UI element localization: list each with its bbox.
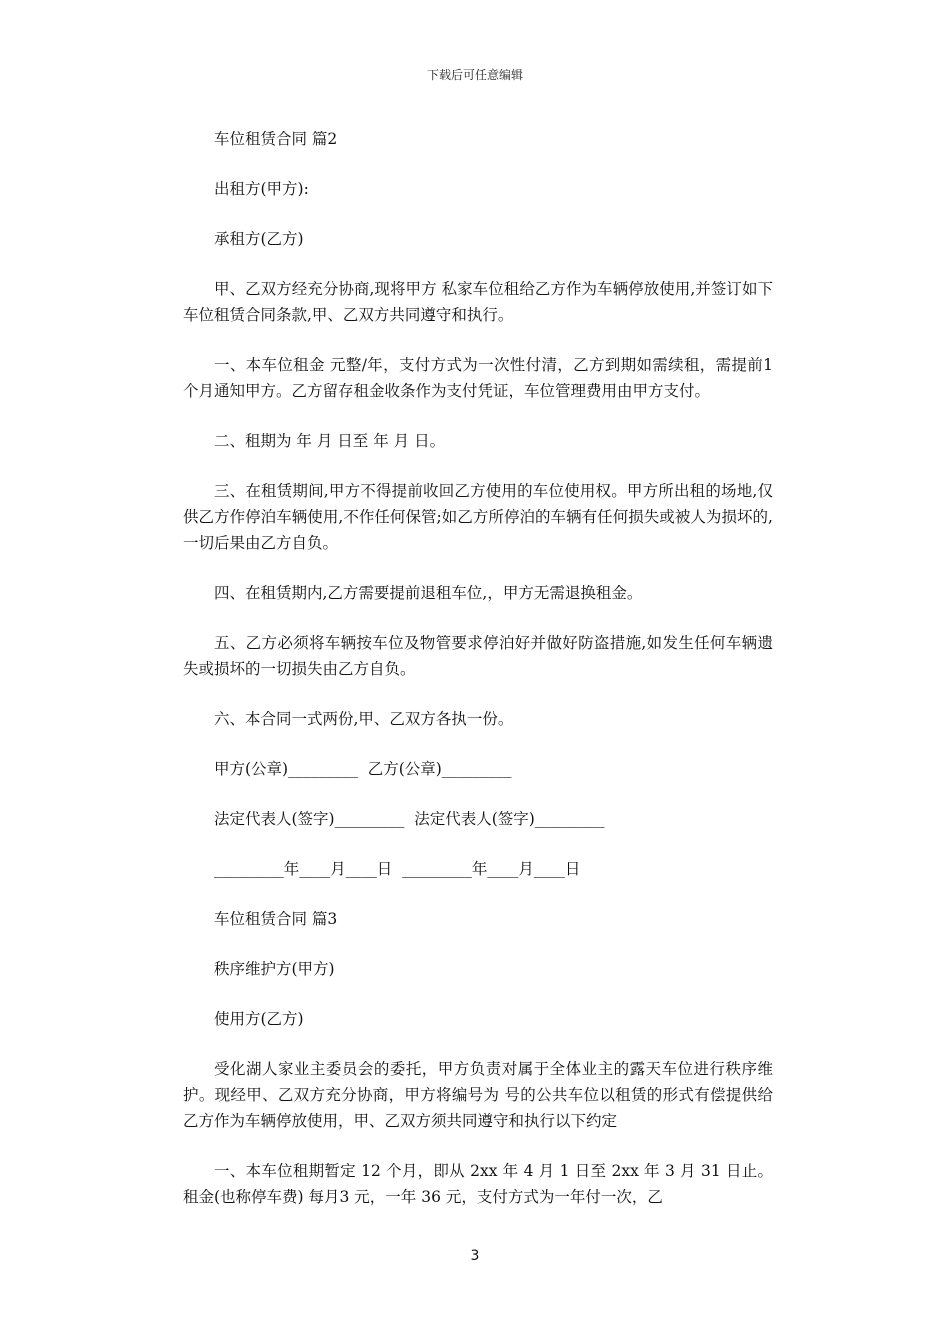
clause-2: 二、租期为 年 月 日至 年 月 日。 [214, 432, 446, 450]
intro-paragraph: 甲、乙双方经充分协商,现将甲方 私家车位租给乙方作为车辆停放使用,并签订如下车位租赁合同条款,甲、乙双方共同遵守和执行。 [183, 280, 773, 324]
section-title-3: 车位租赁合同 篇3 [214, 910, 338, 928]
clause-1: 一、本车位租金 元整/年，支付方式为一次性付清，乙方到期如需续租，需提前1个月通知甲方。乙方留存租金收条作为支付凭证，车位管理费用由甲方支付。 [183, 356, 773, 400]
lessee-line: 承租方(乙方) [214, 230, 304, 248]
user-line: 使用方(乙方) [214, 1010, 304, 1028]
page-header-note: 下载后可任意编辑 [426, 68, 523, 82]
date-line: _________年____月____日 _________年____月____日 [214, 860, 581, 878]
clause-6: 六、本合同一式两份,甲、乙双方各执一份。 [214, 710, 514, 728]
intro-paragraph-3: 受化湖人家业主委员会的委托，甲方负责对属于全体业主的露天车位进行秩序维护。现经甲、乙双方充分协商，甲方将编号为 号的公共车位以租赁的形式有偿提供给乙方作为车辆停放使用，甲、乙双方须共同遵守和执行以下约定 [183, 1060, 773, 1130]
clause-5: 五、乙方必须将车辆按车位及物管要求停泊好并做好防盗措施,如发生任何车辆遗失或损坏的一切损失由乙方自负。 [183, 634, 773, 678]
maintainer-line: 秩序维护方(甲方) [214, 960, 335, 978]
clause-3: 三、在租赁期间,甲方不得提前收回乙方使用的车位使用权。甲方所出租的场地,仅供乙方作停泊车辆使用,不作任何保管;如乙方所停泊的车辆有任何损失或被人为损坏的,一切后果由乙方自负。 [183, 482, 773, 552]
seal-line: 甲方(公章)_________ 乙方(公章)_________ [214, 760, 512, 778]
page-number: 3 [470, 1248, 480, 1264]
document-body [183, 126, 773, 1210]
representative-line: 法定代表人(签字)_________ 法定代表人(签字)_________ [214, 810, 605, 828]
lessor-line: 出租方(甲方): [214, 180, 309, 198]
clause-4: 四、在租赁期内,乙方需要提前退租车位,，甲方无需退换租金。 [214, 584, 643, 602]
clause-3-1: 一、本车位租期暂定 12 个月，即从 2xx 年 4 月 1 日至 2xx 年 3 月 31 日止。租金(也称停车费) 每月3 元，一年 36 元，支付方式为一年付一次，乙 [183, 1162, 773, 1206]
section-title-2: 车位租赁合同 篇2 [214, 130, 338, 148]
